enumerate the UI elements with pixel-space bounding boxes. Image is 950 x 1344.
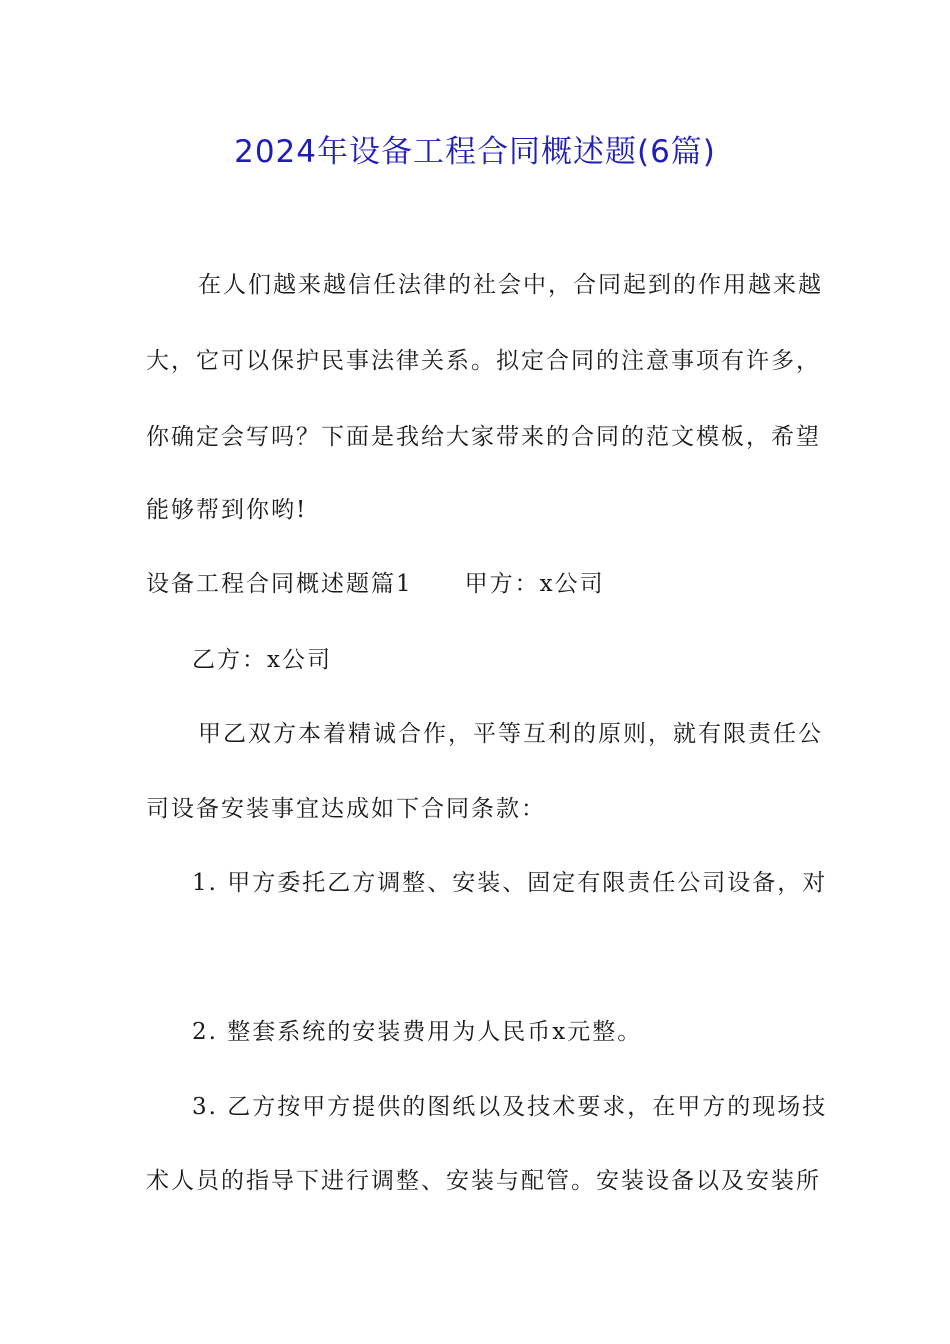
intro-line-3: 你确定会写吗？下面是我给大家带来的合同的范文模板，希望 — [146, 424, 821, 450]
document-title: 2024年设备工程合同概述题(6篇) — [234, 134, 716, 170]
section-heading-line — [146, 567, 605, 601]
clause-3-continued: 术人员的指导下进行调整、安装与配管。安装设备以及安装所 — [146, 1168, 821, 1194]
intro-line-4: 能够帮到你哟! — [146, 497, 308, 523]
clause-2: 2. 整套系统的安装费用为人民币x元整。 — [192, 1019, 643, 1045]
party-a: 甲方：x公司 — [464, 571, 605, 597]
intro-line-2: 大，它可以保护民事法律关系。拟定合同的注意事项有许多， — [146, 348, 821, 374]
body-line-2: 司设备安装事宜达成如下合同条款： — [146, 796, 546, 822]
intro-line-1: 在人们越来越信任法律的社会中，合同起到的作用越来越 — [198, 272, 823, 298]
body-line-1: 甲乙双方本着精诚合作，平等互利的原则，就有限责任公 — [198, 721, 823, 747]
section-heading: 设备工程合同概述题篇1 — [146, 571, 413, 597]
party-b: 乙方：x公司 — [192, 647, 332, 673]
clause-3: 3. 乙方按甲方提供的图纸以及技术要求，在甲方的现场技 — [192, 1094, 828, 1120]
clause-1: 1. 甲方委托乙方调整、安装、固定有限责任公司设备，对 — [192, 870, 828, 896]
